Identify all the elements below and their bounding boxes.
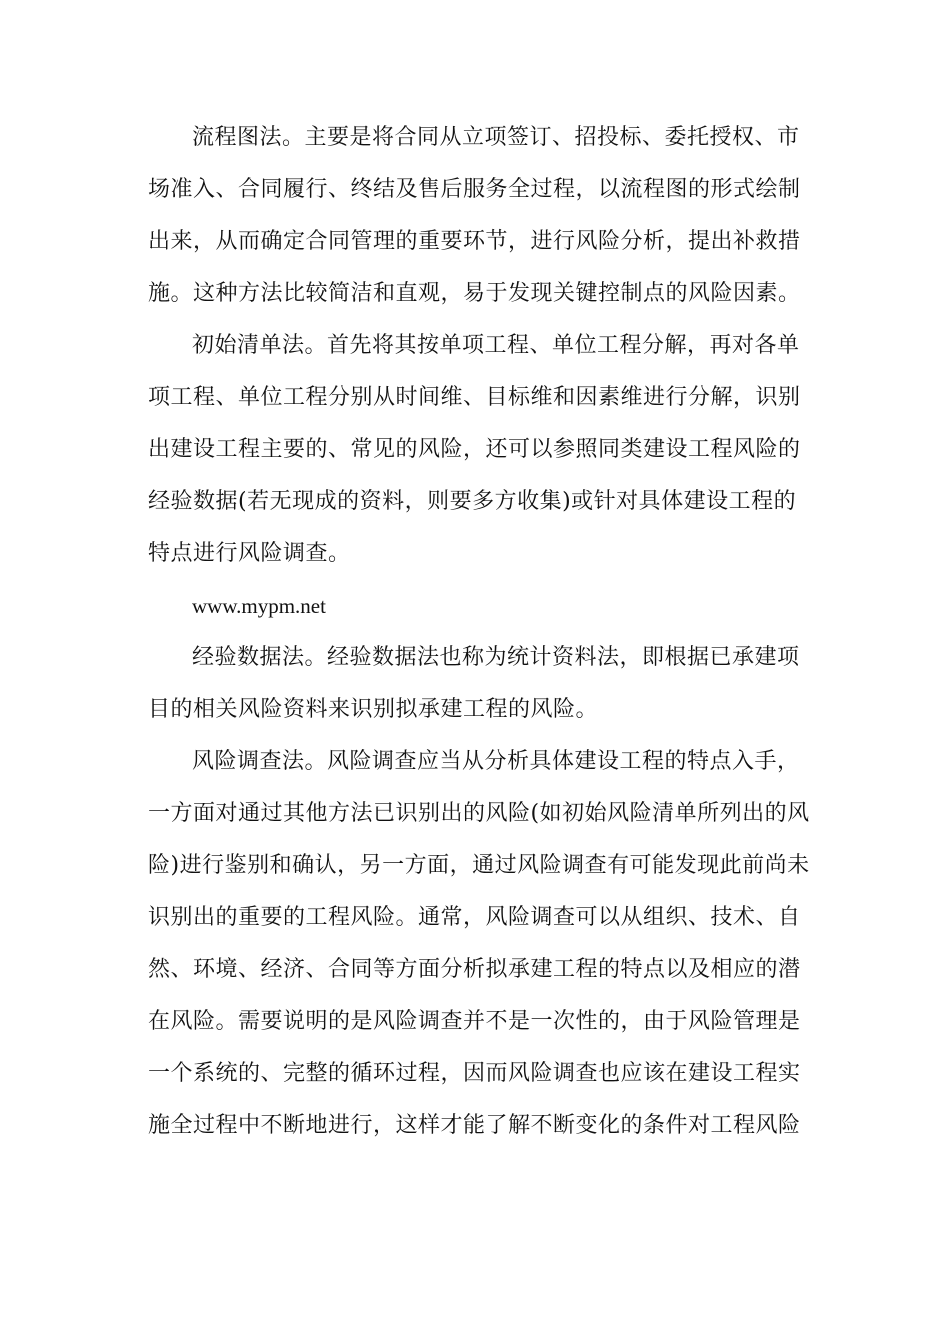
text-line: 出来，从而确定合同管理的重要环节，进行风险分析，提出补救措 — [148, 229, 801, 254]
text-line: 施。这种方法比较简洁和直观，易于发现关键控制点的风险因素。 — [148, 281, 801, 306]
text-line: 施全过程中不断地进行，这样才能了解不断变化的条件对工程风险 — [148, 1113, 801, 1138]
text-line: 场准入、合同履行、终结及售后服务全过程，以流程图的形式绘制 — [148, 177, 801, 202]
text-line: 识别出的重要的工程风险。通常，风险调查可以从组织、技术、自 — [148, 905, 801, 930]
paragraph-risk-survey-method — [148, 736, 808, 1152]
text-line: 一方面对通过其他方法已识别出的风险(如初始风险清单所列出的风 — [148, 801, 810, 826]
text-line: 出建设工程主要的、常见的风险，还可以参照同类建设工程风险的 — [148, 437, 801, 462]
paragraph-initial-checklist-method — [148, 320, 808, 580]
text-line: 险)进行鉴别和确认，另一方面，通过风险调查有可能发现此前尚未 — [148, 853, 810, 878]
text-line: 风险调查法。风险调查应当从分析具体建设工程的特点入手， — [192, 749, 800, 774]
paragraph-flowchart-method — [148, 112, 808, 320]
website-url: www.mypm.net — [192, 594, 326, 618]
paragraph-experience-data-method — [148, 632, 808, 736]
text-line: 项工程、单位工程分别从时间维、目标维和因素维进行分解，识别 — [148, 385, 801, 410]
text-line: 经验数据法。经验数据法也称为统计资料法，即根据已承建项 — [192, 645, 800, 670]
text-line: 一个系统的、完整的循环过程，因而风险调查也应该在建设工程实 — [148, 1061, 801, 1086]
text-line: 初始清单法。首先将其按单项工程、单位工程分解，再对各单 — [192, 333, 800, 358]
text-line: 流程图法。主要是将合同从立项签订、招投标、委托授权、市 — [192, 125, 800, 150]
text-line: 在风险。需要说明的是风险调查并不是一次性的，由于风险管理是 — [148, 1009, 801, 1034]
document-body — [148, 112, 808, 1152]
paragraph-website — [148, 580, 808, 632]
text-line: 目的相关风险资料来识别拟承建工程的风险。 — [148, 697, 599, 722]
text-line: 特点进行风险调查。 — [148, 541, 351, 566]
text-line: 然、环境、经济、合同等方面分析拟承建工程的特点以及相应的潜 — [148, 957, 801, 982]
text-line: 经验数据(若无现成的资料，则要多方收集)或针对具体建设工程的 — [148, 489, 797, 514]
